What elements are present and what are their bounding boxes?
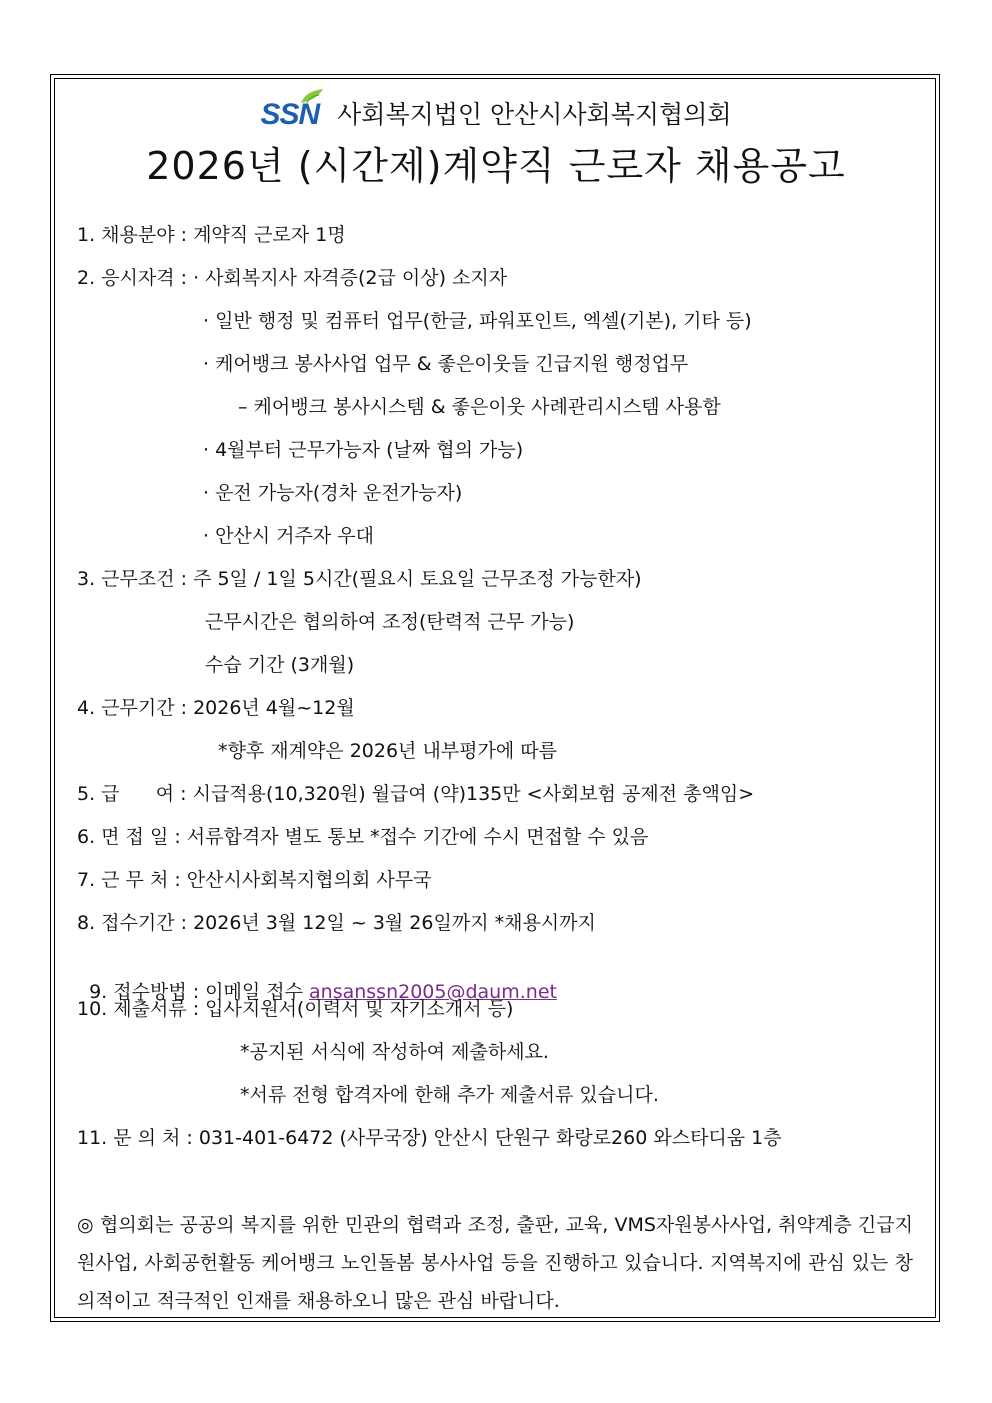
qualification-subdetail: – 케어뱅크 봉사시스템 & 좋은이웃 사례관리시스템 사용함 [238,396,721,418]
documents-note: *서류 전형 합격자에 한해 추가 제출서류 있습니다. [240,1084,659,1106]
item-application-period: 8. 접수기간 : 2026년 3월 12일 ~ 3월 26일까지 *채용시까지 [77,912,596,934]
documents-note: *공지된 서식에 작성하여 제출하세요. [240,1041,549,1063]
item-workplace: 7. 근 무 처 : 안산시사회복지협의회 사무국 [77,869,432,891]
item-documents: 10. 제출서류 : 입사지원서(이력서 및 자기소개서 등) [77,998,514,1020]
leaf-icon [299,88,325,104]
application-method-label: 9. 접수방법 : 이메일 접수 [89,981,310,1003]
item-contact: 11. 문 의 처 : 031-401-6472 (사무국장) 안산시 단원구 화랑로260 와스타디움 1층 [77,1127,782,1149]
qualification-detail: · 케어뱅크 봉사사업 업무 & 좋은이웃들 긴급지원 행정업무 [203,353,689,375]
item-salary: 5. 급 여 : 시급적용(10,320원) 월급여 (약)135만 <사회보험 공제전 총액임> [77,783,755,805]
item-recruit-field: 1. 채용분야 : 계약직 근로자 1명 [77,224,346,246]
item-work-conditions: 3. 근무조건 : 주 5일 / 1일 5시간(필요시 토요일 근무조정 가능한자) [77,568,642,590]
org-name: 사회복지법인 안산시사회복지협의회 [337,100,732,129]
qualification-detail: · 운전 가능자(경차 운전가능자) [203,482,463,504]
qualification-detail: · 일반 행정 및 컴퓨터 업무(한글, 파워포인트, 엑셀(기본), 기타 등) [203,310,752,332]
footer-paragraph: ◎ 협의회는 공공의 복지를 위한 민관의 협력과 조정, 출판, 교육, VMS자원봉사사업, 취약계층 긴급지원사업, 사회공헌활동 케어뱅크 노인돌봄 봉사사업 등을 진행하고 있습니다. 지역복지에 관심 있는 창의적이고 적극적인 인재를 채용하오니 많은 관심 바랍니다. [77,1214,913,1312]
email-link[interactable]: ansanssn2005@daum.net [309,981,557,1003]
item-interview-date: 6. 면 접 일 : 서류합격자 별도 통보 *접수 기간에 수시 면접할 수 있음 [77,826,649,848]
logo-text: SSN [260,98,320,131]
ssn-logo [261,100,320,130]
work-conditions-detail: 근무시간은 협의하여 조정(탄력적 근무 가능) [205,611,575,633]
work-conditions-detail: 수습 기간 (3개월) [205,654,355,676]
page-title: 2026년 (시간제)계약직 근로자 채용공고 [146,144,846,188]
qualification-detail: · 안산시 거주자 우대 [203,525,374,547]
work-period-note: *향후 재계약은 2026년 내부평가에 따름 [218,740,557,762]
item-qualification: 2. 응시자격 : · 사회복지사 자격증(2급 이상) 소지자 [77,267,508,289]
org-header [0,94,992,135]
qualification-detail: · 4월부터 근무가능자 (날짜 협의 가능) [203,439,524,461]
item-work-period: 4. 근무기간 : 2026년 4월~12월 [77,697,355,719]
